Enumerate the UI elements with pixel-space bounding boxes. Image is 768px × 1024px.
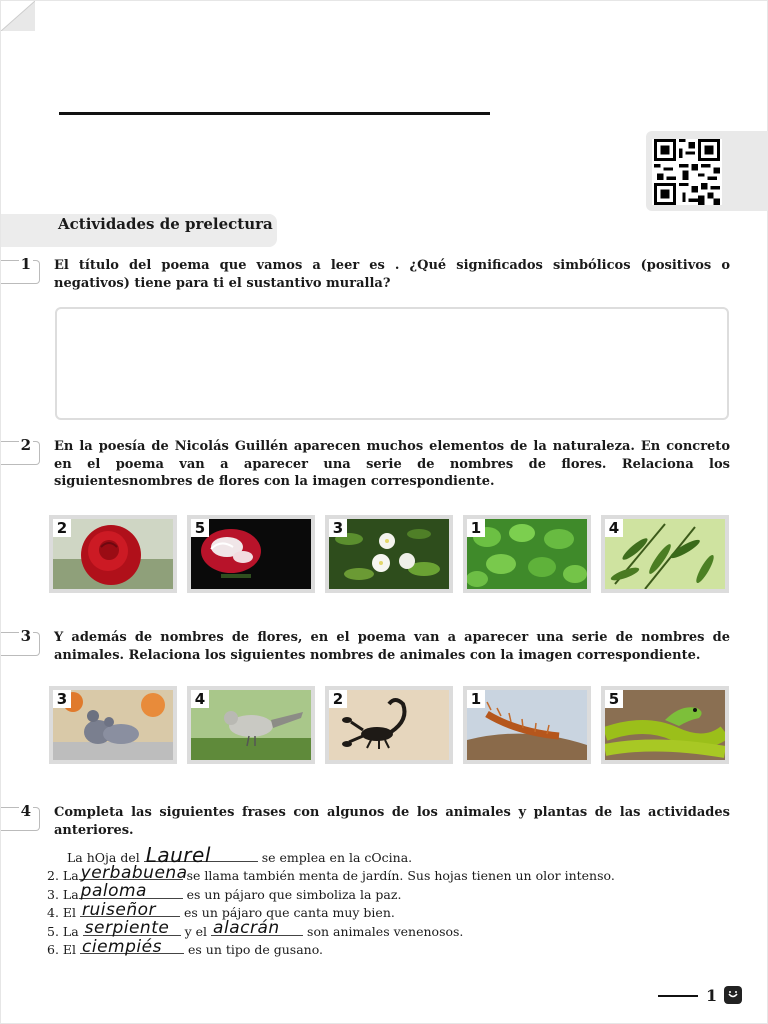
match-number: 4 xyxy=(605,519,623,537)
answer-blank[interactable] xyxy=(211,918,303,939)
answer-blank[interactable] xyxy=(80,936,184,957)
animal-image-pigeons xyxy=(49,686,177,764)
section-title: Actividades de prelectura xyxy=(58,215,273,233)
sentence-middle: y el xyxy=(184,923,208,939)
sentence-suffix: se llama también menta de jardín. Sus hojas tienen un olor intenso. xyxy=(186,868,615,884)
sentence-suffix: se emplea en la cOcina. xyxy=(261,850,413,865)
flower-image-rose xyxy=(49,515,177,593)
match-number: 1 xyxy=(467,519,485,537)
question-1-text: El título del poema que vamos a leer es . ¿Qué significados simbólicos (positivos o negativos) tiene para ti el sustantivo muralla? xyxy=(54,258,730,291)
sentence-prefix: 4. El xyxy=(47,905,77,921)
flower-image-mint xyxy=(463,515,591,593)
question-number-badge xyxy=(1,802,40,831)
handwritten-answer: alacrán xyxy=(213,918,280,939)
question-number-badge xyxy=(1,627,40,656)
sentence-prefix: 5. La xyxy=(47,923,79,939)
question-number-badge xyxy=(1,436,40,465)
animal-image-centipede xyxy=(463,686,591,764)
question-number: 3 xyxy=(20,627,31,645)
handwritten-answer: ciempiés xyxy=(82,936,162,957)
match-number: 3 xyxy=(53,690,71,708)
animal-image-snake xyxy=(601,686,729,764)
answer-blank[interactable] xyxy=(80,899,180,920)
answer-blank[interactable] xyxy=(79,881,183,902)
answer-blank[interactable] xyxy=(83,918,181,939)
sentence-suffix: son animales venenosos. xyxy=(307,923,464,939)
handwritten-answer: paloma xyxy=(80,881,147,902)
match-number: 5 xyxy=(605,690,623,708)
smiley-icon xyxy=(724,986,742,1004)
flower-image-jasmine xyxy=(325,515,453,593)
sentence-prefix: 6. El xyxy=(47,941,77,957)
folded-corner-icon xyxy=(1,1,35,31)
match-number: 2 xyxy=(329,690,347,708)
question-4-text: Completa las siguientes frases con algunos de los animales y plantas de las actividades anteriores. xyxy=(54,805,730,838)
question-3-text: Y además de nombres de flores, en el poema van a aparecer una serie de nombres de animales. Relaciona los siguientes nombres de animales con la imagen correspondiente. xyxy=(54,630,730,663)
answer-textbox[interactable] xyxy=(55,307,729,420)
match-number: 5 xyxy=(191,519,209,537)
match-number: 4 xyxy=(191,690,209,708)
question-number: 1 xyxy=(20,255,31,273)
sentence-suffix: es un pájaro que simboliza la paz. xyxy=(186,886,402,902)
sentence-prefix: La hOja del xyxy=(67,850,140,865)
sentence-prefix: 3. La xyxy=(47,886,79,902)
title-blank-line xyxy=(59,112,490,115)
match-number: 1 xyxy=(467,690,485,708)
sentence-row xyxy=(47,936,615,959)
handwritten-answer: ruiseñor xyxy=(82,899,156,920)
sentence-suffix: es un pájaro que canta muy bien. xyxy=(184,905,395,921)
handwritten-answer: yerbabuena xyxy=(80,862,188,883)
question-number: 4 xyxy=(20,802,31,820)
sentence-prefix: 2. La xyxy=(47,868,79,884)
match-number: 3 xyxy=(329,519,347,537)
animal-image-scorpion xyxy=(325,686,453,764)
question-number-badge xyxy=(1,255,40,284)
qr-code-icon xyxy=(652,139,722,205)
page-number: 1 xyxy=(706,986,718,1005)
answer-blank[interactable] xyxy=(79,862,188,883)
sentence-suffix: es un tipo de gusano. xyxy=(188,941,324,957)
footer-rule xyxy=(658,995,698,997)
fill-in-sentences xyxy=(47,842,615,959)
handwritten-answer: Laurel xyxy=(145,842,211,867)
match-number: 2 xyxy=(53,519,71,537)
flower-image-carnation xyxy=(187,515,315,593)
question-2-text: En la poesía de Nicolás Guillén aparecen muchos elementos de la naturaleza. En concreto en el poema van a aparecer una serie de nombres de flores. Relaciona los siguientesnombres de flores con la imagen correspondiente. xyxy=(54,439,730,489)
answer-blank[interactable] xyxy=(144,842,258,867)
question-number: 2 xyxy=(20,436,31,454)
handwritten-answer: serpiente xyxy=(84,918,170,939)
flower-image-laurel xyxy=(601,515,729,593)
animal-image-mockingbird xyxy=(187,686,315,764)
